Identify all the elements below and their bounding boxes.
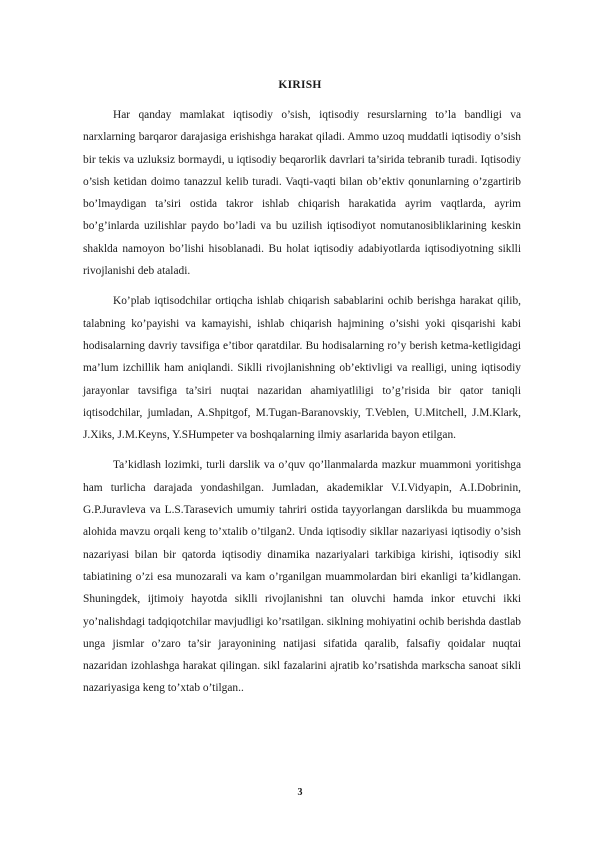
page-title: KIRISH: [278, 79, 322, 91]
page-number: 3: [297, 787, 303, 798]
paragraph-2: Ko’plab iqtisodchilar ortiqcha ishlab chiqarish sabablarini ochib berishga harakat qilib, talabning ko’payishi va kamayishi, ishlab chiqarish hajmining o’sishi yoki qisqarishi kabi hodisalarning davriy tavsifiga e’tibor qaratdilar. Bu hodisalarning ro’y berish ketma-ketligidagi ma’lum izchillik ham aniqlandi. Siklli rivojlanishning ob’ektivligi va realligi, uning iqtisodiy jarayonlar tavsifiga ta’siri nuqtai nazaridan ahamiyatliligi to’g’risida bir qator taniqli iqtisodchilar, jumladan, A.Shpitgof, M.Tugan-Baranovskiy, T.Veblen, U.Mitchell, J.M.Klark, J.Xiks, J.M.Keyns, Y.SHumpeter va boshqalarning ilmiy asarlarida bayon etilgan.: [83, 295, 521, 442]
document-body: [83, 104, 521, 700]
paragraph-3: Ta’kidlash lozimki, turli darslik va o’quv qo’llanmalarda mazkur muammoni yoritishga ham turlicha darajada yondashilgan. Jumladan, akademiklar V.I.Vidyapin, A.I.Dobrinin, G.P.Juravleva va L.S.Tarasevich umumiy tahriri ostida tayyorlangan darslikda bu muammoga alohida mavzu orqali keng to’xtalib o’tilgan2. Unda iqtisodiy sikllar nazariyasi iqtisodiy o’sish nazariyasi bilan bir qatorda iqtisodiy dinamika nazariyalari tarkibiga kirishi, iqtisodiy sikl tabiatining o’zi esa munozarali va kam o’rganilgan muammolardan biri ekanligi ta’kidlangan. Shuningdek, ijtimoiy hayotda siklli rivojlanishni tan oluvchi hamda inkor etuvchi ikki yo’nalishdagi tadqiqotchilar mavjudligi ko’rsatilgan. siklning mohiyatini ochib berishda dastlab unga jismlar o’zaro ta’sir jarayonining natijasi sifatida qaralib, falsafiy qoidalar nuqtai nazaridan izohlashga harakat qilingan. sikl fazalarini ajratib ko’rsatishda markscha sanoat sikli nazariyasiga keng to’xtab o’tilgan..: [83, 459, 521, 695]
paragraph-1: Har qanday mamlakat iqtisodiy o’sish, iqtisodiy resurslarning to’la bandligi va narxlarning barqaror darajasiga erishishga harakat qiladi. Ammo uzoq muddatli iqtisodiy o’sish bir tekis va uzluksiz bormaydi, u iqtisodiy beqarorlik davrlari ta’sirida tebranib turadi. Iqtisodiy o’sish ketidan doimo tanazzul kelib turadi. Vaqti-vaqti bilan ob’ektiv qonunlarning o’zgartirib bo’lmaydigan ta’siri ostida takror ishlab chiqarish harakatida ayrim vaqtlarda, ayrim bo’g’inlarda uzilishlar paydo bo’ladi va bu uzilish iqtisodiyot nomutanosibliklarining keskin shaklda namoyon bo’lishi hisoblanadi. Bu holat iqtisodiy adabiyotlarda iqtisodiyotning siklli rivojlanishi deb ataladi.: [83, 109, 521, 278]
